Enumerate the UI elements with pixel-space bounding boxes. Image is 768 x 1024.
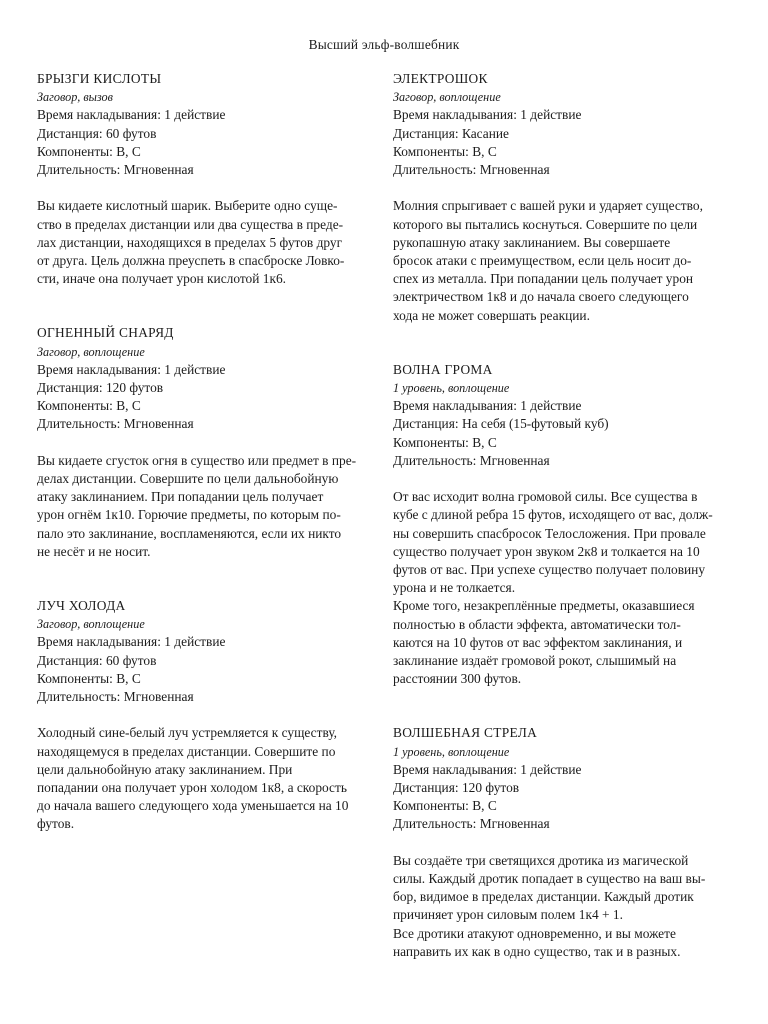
spell-duration: Длительность: Мгновенная	[393, 452, 550, 468]
spell-card	[37, 597, 381, 834]
spell-duration-label: Длительность	[393, 162, 473, 178]
spell-components: Компоненты: В, С	[393, 434, 497, 450]
spell-components: Компоненты: В, С	[393, 143, 497, 159]
spell-components-value: В, С	[472, 143, 497, 159]
spell-range-label: Дистанция	[393, 125, 455, 141]
spell-casting-time: Время накладывания: 1 действие	[393, 761, 582, 777]
spell-range: Дистанция: 120 футов	[37, 380, 164, 396]
spell-duration-label: Длительность	[393, 452, 473, 468]
spell-components-label: Компоненты	[37, 398, 110, 414]
spell-casting-time-value: 1 действие	[164, 361, 226, 377]
spell-components-label: Компоненты	[393, 434, 466, 450]
spell-range-value: 60 футов	[105, 125, 157, 141]
spell-range: Дистанция: 60 футов	[37, 652, 157, 668]
spell-duration: Длительность: Мгновенная	[37, 689, 194, 705]
spell-duration-label: Длительность	[37, 416, 117, 432]
spell-name: ОГНЕННЫЙ СНАРЯД	[37, 325, 174, 341]
spell-casting-time-label: Время накладывания	[393, 107, 514, 123]
spell-range-label: Дистанция	[393, 780, 455, 796]
spell-components-label: Компоненты	[393, 143, 466, 159]
spell-school: Заговор, воплощение	[37, 344, 145, 359]
spell-range-value: Касание	[461, 125, 509, 141]
spell-duration: Длительность: Мгновенная	[37, 162, 194, 178]
spell-duration: Длительность: Мгновенная	[37, 416, 194, 432]
spell-casting-time-value: 1 действие	[520, 398, 582, 414]
spell-name: ЭЛЕКТРОШОК	[393, 71, 488, 86]
spell-casting-time: Время накладывания: 1 действие	[37, 361, 226, 377]
spell-school: 1 уровень, воплощение	[393, 744, 510, 759]
spell-range-value: 120 футов	[105, 380, 164, 396]
spell-components: Компоненты: В, С	[37, 143, 141, 159]
spell-description: Молния спрыгивает с вашей руки и ударяет существо, которого вы пытались коснуться. Совершите по цели рукопашную атаку заклинанием. Вы совершаете бросок атаки с преимуществом, если цель носит до- спех из металла. При попадании цель получает урон электричеством 1к8 и до начала своего следующего хода не может совершать реакции.	[393, 198, 703, 323]
spell-range-label: Дистанция	[393, 416, 455, 432]
spell-components-label: Компоненты	[393, 798, 466, 814]
spell-duration-value: Мгновенная	[123, 689, 194, 705]
spell-duration-value: Мгновенная	[479, 162, 550, 178]
spell-casting-time-value: 1 действие	[164, 634, 226, 650]
spell-range-label: Дистанция	[37, 125, 99, 141]
spell-card	[37, 70, 381, 288]
spell-components-value: В, С	[116, 143, 141, 159]
spell-description: От вас исходит волна громовой силы. Все существа в кубе с длиной ребра 15 футов, исходящего от вас, долж- ны совершить спасбросок Телосложения. При провале существо получает урон звуком 2к8 и толкается на 10 футов от вас. При успехе существо получает половину урона и не толкается. Кроме того, незакреплённые предметы, оказавшиеся полностью в области эффекта, автоматически тол- каются на 10 футов от вас эффектом заклинания, и заклинание издаёт громовой рокот, слышимый на расстоянии 300 футов.	[393, 489, 713, 687]
spell-duration-value: Мгновенная	[123, 416, 194, 432]
spell-name: ВОЛНА ГРОМА	[393, 361, 493, 377]
spell-name: БРЫЗГИ КИСЛОТЫ	[37, 71, 162, 86]
spell-column-right	[393, 70, 737, 997]
spell-duration-value: Мгновенная	[123, 162, 194, 178]
spell-duration-label: Длительность	[37, 162, 117, 178]
spell-description: Вы создаёте три светящихся дротика из магической силы. Каждый дротик попадает в существо на ваш вы- бор, видимое в пределах дистанции. Каждый дротик причиняет урон силовым полем 1к4 + 1. Все дротики атакуют одновременно, и вы можете направить их как в одно существо, так и в разных.	[393, 852, 706, 959]
spell-components: Компоненты: В, С	[393, 798, 497, 814]
spell-casting-time-value: 1 действие	[520, 761, 582, 777]
spell-components: Компоненты: В, С	[37, 670, 141, 686]
spell-duration-label: Длительность	[393, 816, 473, 832]
spell-duration-value: Мгновенная	[479, 452, 550, 468]
spell-duration-value: Мгновенная	[479, 816, 550, 832]
spell-range-label: Дистанция	[37, 652, 99, 668]
spell-column-left	[37, 70, 381, 870]
spell-components: Компоненты: В, С	[37, 398, 141, 414]
spell-casting-time: Время накладывания: 1 действие	[37, 634, 226, 650]
spell-components-label: Компоненты	[37, 670, 110, 686]
spell-description: Вы кидаете сгусток огня в существо или предмет в пре- делах дистанции. Совершите по цели дальнобойную атаку заклинанием. При попадании цель получает урон огнём 1к10. Горючие предметы, по которым по- пало это заклинание, воспламеняются, если их никто не несёт и не носит.	[37, 452, 357, 559]
spell-school: 1 уровень, воплощение	[393, 381, 510, 396]
spell-duration-label: Длительность	[37, 689, 117, 705]
spell-range: Дистанция: Касание	[393, 125, 509, 141]
spell-casting-time-label: Время накладывания	[393, 761, 514, 777]
spell-description: Вы кидаете кислотный шарик. Выберите одно суще- ство в пределах дистанции или два существа в преде- лах дистанции, находящихся в пределах 5 футов друг от друга. Цель должна преуспеть в спасброске Ловко- сти, иначе она получает урон кислотой 1к6.	[37, 198, 345, 287]
spell-name: ЛУЧ ХОЛОДА	[37, 598, 126, 614]
spell-casting-time-label: Время накладывания	[37, 634, 158, 650]
spell-range: Дистанция: 120 футов	[393, 780, 520, 796]
spell-components-value: В, С	[116, 670, 141, 686]
spell-range-label: Дистанция	[37, 380, 99, 396]
spell-range: Дистанция: На себя (15-футовый куб)	[393, 416, 609, 432]
spell-school: Заговор, воплощение	[37, 617, 145, 632]
spell-range-value: 60 футов	[105, 652, 157, 668]
spell-duration: Длительность: Мгновенная	[393, 816, 550, 832]
spell-components-value: В, С	[472, 434, 497, 450]
spell-range-value: 120 футов	[461, 780, 520, 796]
spell-range-value: На себя (15-футовый куб)	[461, 416, 609, 432]
spell-card	[393, 361, 737, 689]
spell-components-value: В, С	[472, 798, 497, 814]
spell-range: Дистанция: 60 футов	[37, 125, 157, 141]
spell-card	[393, 70, 737, 325]
spell-casting-time-label: Время накладывания	[37, 361, 158, 377]
spell-card	[37, 324, 381, 561]
spell-school: Заговор, вызов	[37, 90, 113, 105]
spell-name: ВОЛШЕБНАЯ СТРЕЛА	[393, 725, 538, 741]
spell-casting-time-value: 1 действие	[520, 107, 582, 123]
spell-school: Заговор, воплощение	[393, 90, 501, 105]
spell-casting-time-value: 1 действие	[164, 107, 226, 123]
spell-casting-time: Время накладывания: 1 действие	[37, 107, 226, 123]
spell-duration: Длительность: Мгновенная	[393, 162, 550, 178]
page-title: Высший эльф-волшебник	[308, 37, 460, 52]
spell-components-label: Компоненты	[37, 143, 110, 159]
spell-casting-time: Время накладывания: 1 действие	[393, 107, 582, 123]
spell-casting-time-label: Время накладывания	[393, 398, 514, 414]
spell-card	[393, 724, 737, 961]
spell-description: Холодный сине-белый луч устремляется к существу, находящемуся в пределах дистанции. Совершите по цели дальнобойную атаку заклинанием. При попадании она получает урон холодом 1к8, а скорость до начала вашего следующего хода уменьшается на 10 футов.	[37, 725, 349, 832]
spell-casting-time-label: Время накладывания	[37, 107, 158, 123]
spell-casting-time: Время накладывания: 1 действие	[393, 398, 582, 414]
spell-components-value: В, С	[116, 398, 141, 414]
